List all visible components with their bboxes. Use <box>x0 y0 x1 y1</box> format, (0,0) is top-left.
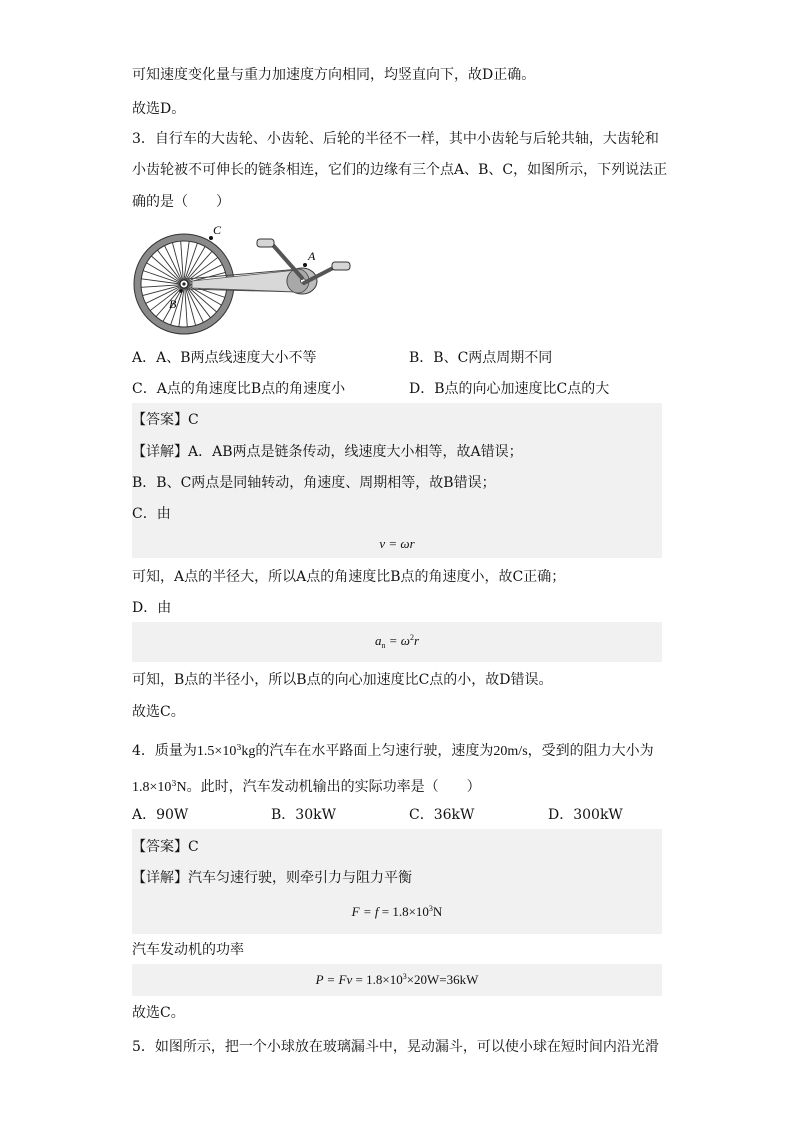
option-b: B．30kW <box>271 807 336 823</box>
equation: $a_n = \omega^2r$ <box>374 633 419 650</box>
detail-line: 可知，B点的半径小，所以B点的向心加速度比C点的小，故D错误。 <box>132 672 553 688</box>
text-line: 可知速度变化量与重力加速度方向相同，均竖直向下，故D正确。 <box>132 67 536 83</box>
question-3-stem: 3．自行车的大齿轮、小齿轮、后轮的半径不一样，其中小齿轮与后轮共轴，大齿轮和 <box>132 131 659 147</box>
equation: $F = f = 1.8\times 10^3N$ <box>351 904 443 919</box>
option-c: C．A点的角速度比B点的角速度小 <box>132 381 346 397</box>
detail-line: 汽车发动机的功率 <box>132 942 244 958</box>
figure-label-a: A <box>308 249 316 263</box>
option-b: B．B、C两点周期不同 <box>409 350 553 366</box>
question-4-stem: 4．质量为$1.5\times 10^3kg$的汽车在水平路面上匀速行驶，速度为20m/s，受到的阻力大小为 <box>132 743 654 759</box>
option-d: D．300kW <box>548 807 623 823</box>
option-a: A．90W <box>132 807 189 823</box>
detail-line: D．由 <box>132 600 172 616</box>
equation: $P = Fv = 1.8\times 10^3\times 20W=36kW$ <box>315 972 479 987</box>
detail-line: C．由 <box>132 506 171 522</box>
detail-line: B．B、C两点是同轴转动，角速度、周期相等，故B错误； <box>132 475 496 491</box>
bicycle-figure <box>132 226 356 338</box>
option-a: A．A、B两点线速度大小不等 <box>132 350 317 366</box>
detail-line: 【详解】A．AB两点是链条传动，线速度大小相等，故A错误； <box>132 444 523 460</box>
option-d: D．B点的向心加速度比C点的大 <box>409 381 610 397</box>
figure-label-c: C <box>213 226 222 237</box>
detail-line: 故选C。 <box>132 1005 185 1021</box>
question-3-stem: 小齿轮被不可伸长的链条相连，它们的边缘有三个点A、B、C，如图所示，下列说法正 <box>132 162 668 178</box>
figure-label-b: B <box>169 297 177 311</box>
question-3-stem: 确的是（ ） <box>132 194 230 210</box>
option-c: C．36kW <box>409 807 475 823</box>
answer-line: 【答案】C <box>132 412 199 428</box>
question-4-stem: $1.8\times 10^3N$。此时，汽车发动机输出的实际功率是（ ） <box>132 779 481 795</box>
answer-line: 【答案】C <box>132 839 199 855</box>
detail-line: 故选C。 <box>132 704 185 720</box>
equation: v = ωr <box>379 536 415 551</box>
detail-line: 【详解】汽车匀速行驶，则牵引力与阻力平衡 <box>132 870 412 886</box>
question-5-stem: 5．如图所示，把一个小球放在玻璃漏斗中，晃动漏斗，可以使小球在短时间内沿光滑 <box>132 1039 659 1055</box>
detail-line: 可知，A点的半径大，所以A点的角速度比B点的角速度小，故C正确； <box>132 569 566 585</box>
text-line: 故选D。 <box>132 101 186 117</box>
